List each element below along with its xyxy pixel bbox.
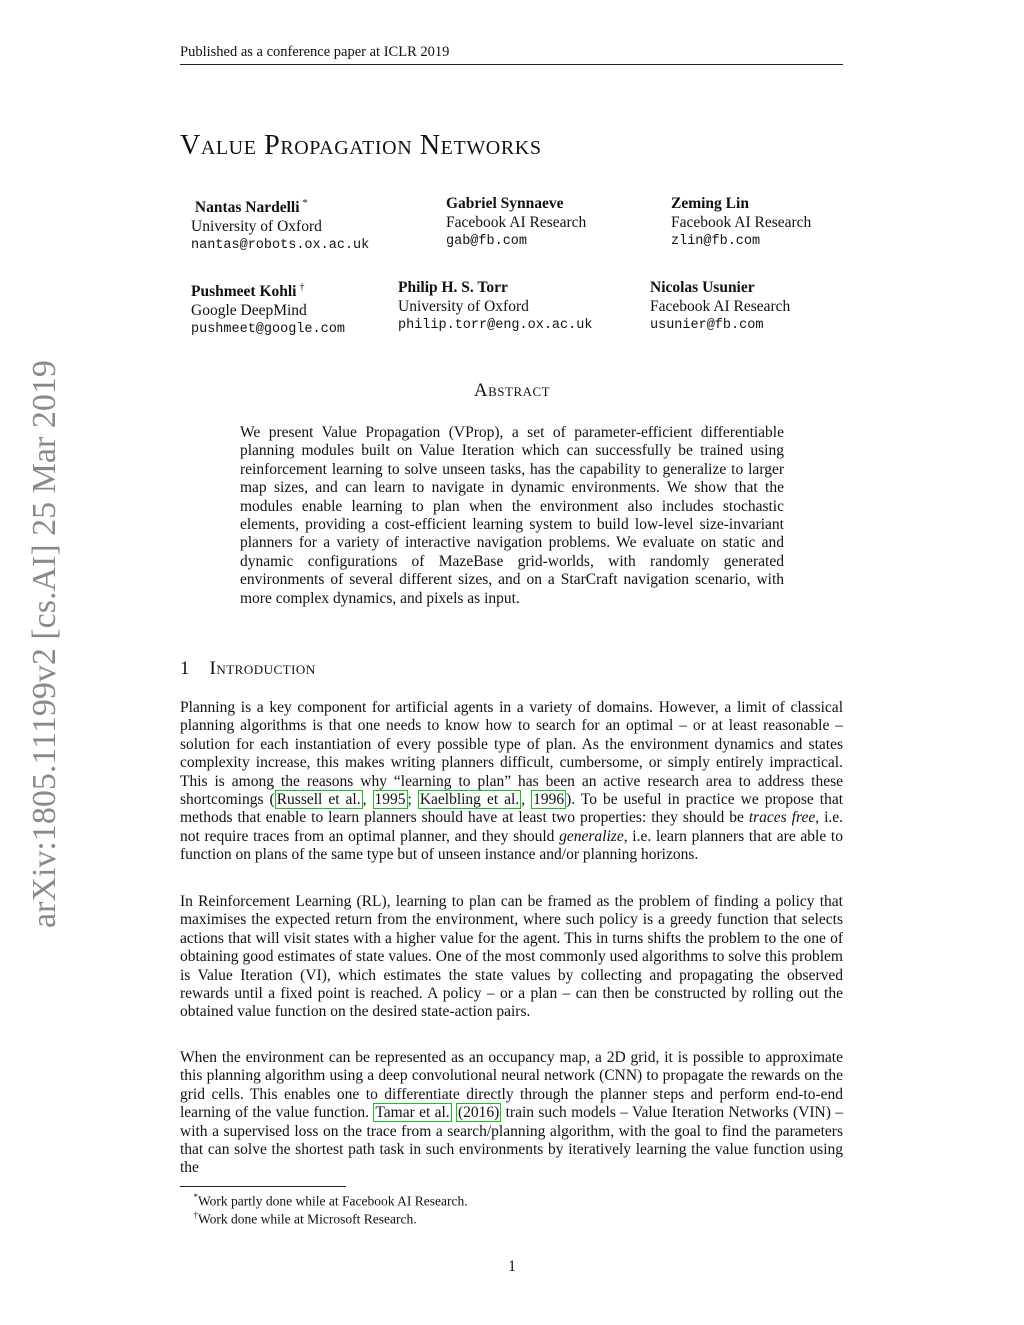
citation-link[interactable]: Tamar et al. [375, 1104, 450, 1122]
author-affiliation: University of Oxford [398, 298, 529, 315]
author-name: Philip H. S. Torr [398, 279, 508, 296]
arxiv-stamp: arXiv:1805.11199v2 [cs.AI] 25 Mar 2019 [26, 360, 63, 928]
footnote: †Work done while at Microsoft Research. [193, 1210, 417, 1227]
author-mark: * [302, 198, 308, 209]
abstract-text: We present Value Propagation (VProp), a set of parameter-efficient differentiable planning modules built on Value Iteration which can successfully be trained using reinforcement learning to solve unseen tasks, has the capability to generalize to larger map sizes, and can learn to navigate in dynamic environments. We show that the modules enable learning to plan when the environment also includes stochastic elements, providing a cost-efficient learning system to build low-level size-invariant planners for a variety of interactive navigation problems. We evaluate on static and dynamic configurations of MazeBase grid-worlds, with randomly generated environments of several different sizes, and on a StarCraft navigation scenario, with more complex dynamics, and pixels as input. [240, 424, 784, 607]
citation-link[interactable]: Russell et al. [276, 791, 361, 809]
paper-title: Value Propagation Networks [180, 130, 542, 161]
author-name: Nicolas Usunier [650, 279, 755, 296]
author-email: gab@fb.com [446, 234, 528, 249]
author-affiliation: Google DeepMind [191, 302, 307, 320]
author-name: Pushmeet Kohli † [191, 282, 305, 301]
footnote: *Work partly done while at Facebook AI Research. [193, 1192, 468, 1209]
author-affiliation: Facebook AI Research [446, 214, 587, 231]
author-block [446, 194, 586, 251]
author-email: nantas@robots.ox.ac.uk [191, 238, 370, 254]
author-block [398, 278, 592, 335]
author-block [671, 194, 811, 251]
author-name: Nantas Nardelli * [194, 198, 308, 217]
citation-link[interactable]: Kaelbling et al. [419, 791, 520, 809]
author-email: zlin@fb.com [671, 234, 761, 249]
author-name: Gabriel Synnaeve [446, 195, 564, 212]
author-name: Zeming Lin [671, 195, 749, 212]
author-affiliation: University of Oxford [191, 218, 322, 236]
running-header: Published as a conference paper at ICLR 2019 [180, 44, 843, 65]
intro-paragraph-1: Planning is a key component for artificial agents in a variety of domains. However, a limit of classical planning algorithms is that one needs to know how to search for an optimal – or at least reasonable – solution for each instantiation of every possible type of plan. As the environment dynamics and states complexity increase, this makes writing planners difficult, cumbersome, or simply entirely impractical. This is among the reasons why “learning to plan” has been an active research area to address these shortcomings ( Russell et al. , 1995 ; Kaelbling et al. , 1996 ). To be useful in practice we propose that methods that enable to learn planners should have at least two properties: they should be traces free, i.e. not require traces from an optimal planner, and they should generalize, i.e. learn planners that are able to function on plans of the same type but of unseen instance and/or planning horizons. [180, 699, 844, 864]
author-email: usunier@fb.com [650, 318, 764, 333]
author-block [650, 278, 790, 335]
author-affiliation: Facebook AI Research [650, 298, 791, 315]
author-email: philip.torr@eng.ox.ac.uk [398, 318, 593, 333]
citation-year-link[interactable]: 1995 [374, 791, 406, 809]
author-email: pushmeet@google.com [191, 322, 345, 338]
intro-paragraph-3: When the environment can be represented as an occupancy map, a 2D grid, it is possible to approximate this planning algorithm using a deep convolutional neural network (CNN) to propagate the rewards on the grid cells. This enables one to differentiate directly through the planner steps and perform end-to-end learning of the value function. Tamar et al. (2016) train such models – Value Iteration Networks (VIN) – with a supervised loss on the trace from a search/planning algorithm, with the goal to find the parameters that can solve the shortest path task in such environments by iteratively learning the value function using the [180, 1049, 843, 1177]
section-title: Introduction [209, 658, 316, 679]
page-number: 1 [508, 1258, 516, 1275]
citation-year-link[interactable]: (2016) [457, 1104, 500, 1122]
author-block [191, 278, 345, 339]
citation-year-link[interactable]: 1996 [533, 791, 565, 809]
intro-paragraph-2: In Reinforcement Learning (RL), learning to plan can be framed as the problem of finding a policy that maximises the expected return from the environment, where such policy is a greedy function that selects actions that will visit states with a higher value for the agent. This in turns shifts the problem to the one of obtaining good estimates of state values. One of the most commonly used algorithms to solve this problem is Value Iteration (VI), which estimates the state values by collecting and propagating the observed rewards until a fixed point is reached. A policy – or a plan – can then be constructed by rolling out the obtained value function on the desired state-action pairs. [180, 893, 843, 1021]
author-affiliation: Facebook AI Research [671, 214, 812, 231]
author-block [191, 194, 369, 255]
abstract-heading: Abstract [473, 380, 551, 401]
author-mark: † [299, 282, 305, 293]
footnote-rule [180, 1186, 346, 1187]
section-number: 1 [180, 658, 190, 679]
section-heading [180, 658, 316, 680]
